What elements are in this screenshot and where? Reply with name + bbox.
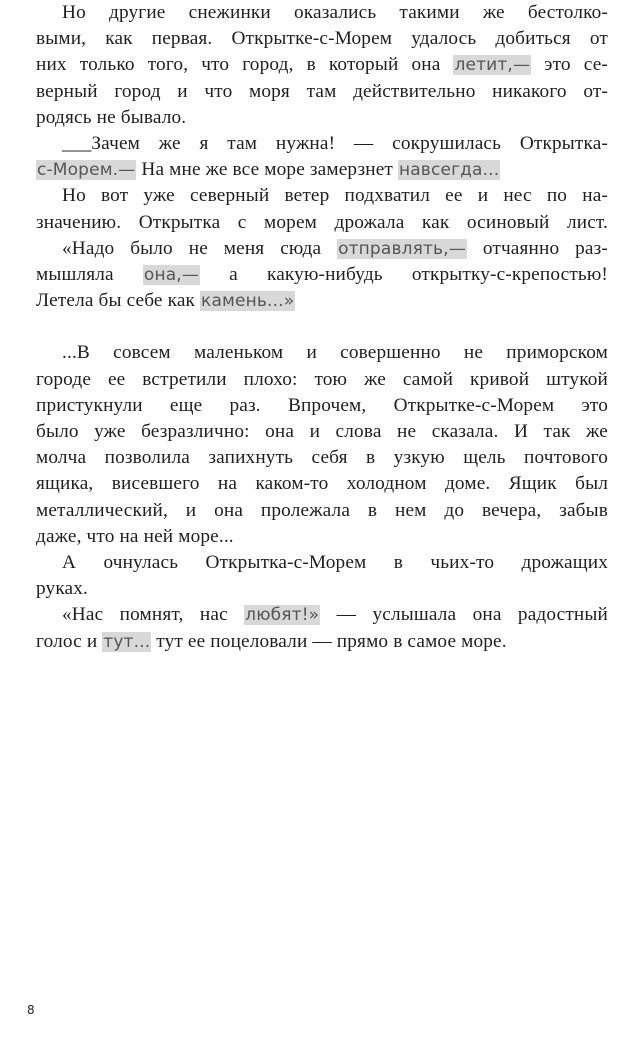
highlighted-word: тут... — [103, 631, 151, 652]
text-line: А очнулась Открытка-с-Морем в чьих-то дрожащих — [62, 551, 608, 573]
text-line: Летела бы себе как камень...» — [36, 290, 295, 312]
body-text — [36, 0, 608, 655]
text-line: было уже безразлично: она и слова не сказала. И так же — [36, 421, 608, 442]
text-line: них только того, что город, в который она летит,— это се- — [36, 54, 608, 76]
text-line: верный город и что моря там действительно никакого от- — [36, 80, 608, 102]
text-line: металлический, и она пролежала в нем до вечера, забыв — [36, 499, 608, 521]
text-line: ___Зачем же я там нужна! — сокрушилась Открытка- — [62, 132, 608, 154]
text-line: городе ее встретили плохо: тою же самой кривой штукой — [36, 368, 608, 390]
text-line: Но другие снежинки оказались такими же бестолко- — [62, 2, 608, 23]
text-line: пристукнули еще раз. Впрочем, Открытке-с-Морем это — [36, 394, 608, 416]
highlighted-word: она,— — [143, 264, 199, 285]
text-line: «Надо было не меня сюда отправлять,— отчаянно раз- — [62, 237, 608, 259]
highlighted-word: с-Морем.— — [37, 160, 136, 181]
text-line: Но вот уже северный ветер подхватил ее и нес по на- — [62, 185, 608, 207]
text-line: «Нас помнят, нас любят!» — услышала она радостный — [62, 604, 608, 626]
highlighted-word: любят!» — [245, 605, 320, 626]
highlighted-word: летит,— — [454, 55, 531, 76]
text-line: родясь не бывало. — [36, 106, 187, 128]
highlighted-word: отправлять,— — [338, 238, 466, 259]
text-line: выми, как первая. Открытке-с-Морем удалось добиться от — [36, 28, 608, 50]
text-line: значению. Открытка с морем дрожала как осиновый лист. — [36, 211, 608, 233]
page-number: 8 — [27, 1003, 35, 1017]
text-line: голос и тут... тут ее поцеловали — прямо в самое море. — [36, 630, 507, 652]
text-line: мышляла она,— а какую-нибудь открытку-с-крепостью! — [36, 263, 608, 285]
text-line: с-Морем.— На мне же все море замерзнет навсегда... — [37, 159, 500, 181]
highlighted-word: навсегда... — [398, 160, 500, 181]
highlighted-word: камень...» — [201, 291, 295, 312]
text-line: ...В совсем маленьком и совершенно не приморском — [62, 342, 608, 364]
text-line: молча позволила запихнуть себя в узкую щель почтового — [36, 447, 608, 469]
text-line: даже, что на ней море... — [36, 525, 234, 547]
text-line: руках. — [36, 578, 89, 600]
text-line: ящика, висевшего на каком-то холодном доме. Ящик был — [36, 473, 608, 495]
section-break — [36, 314, 608, 340]
